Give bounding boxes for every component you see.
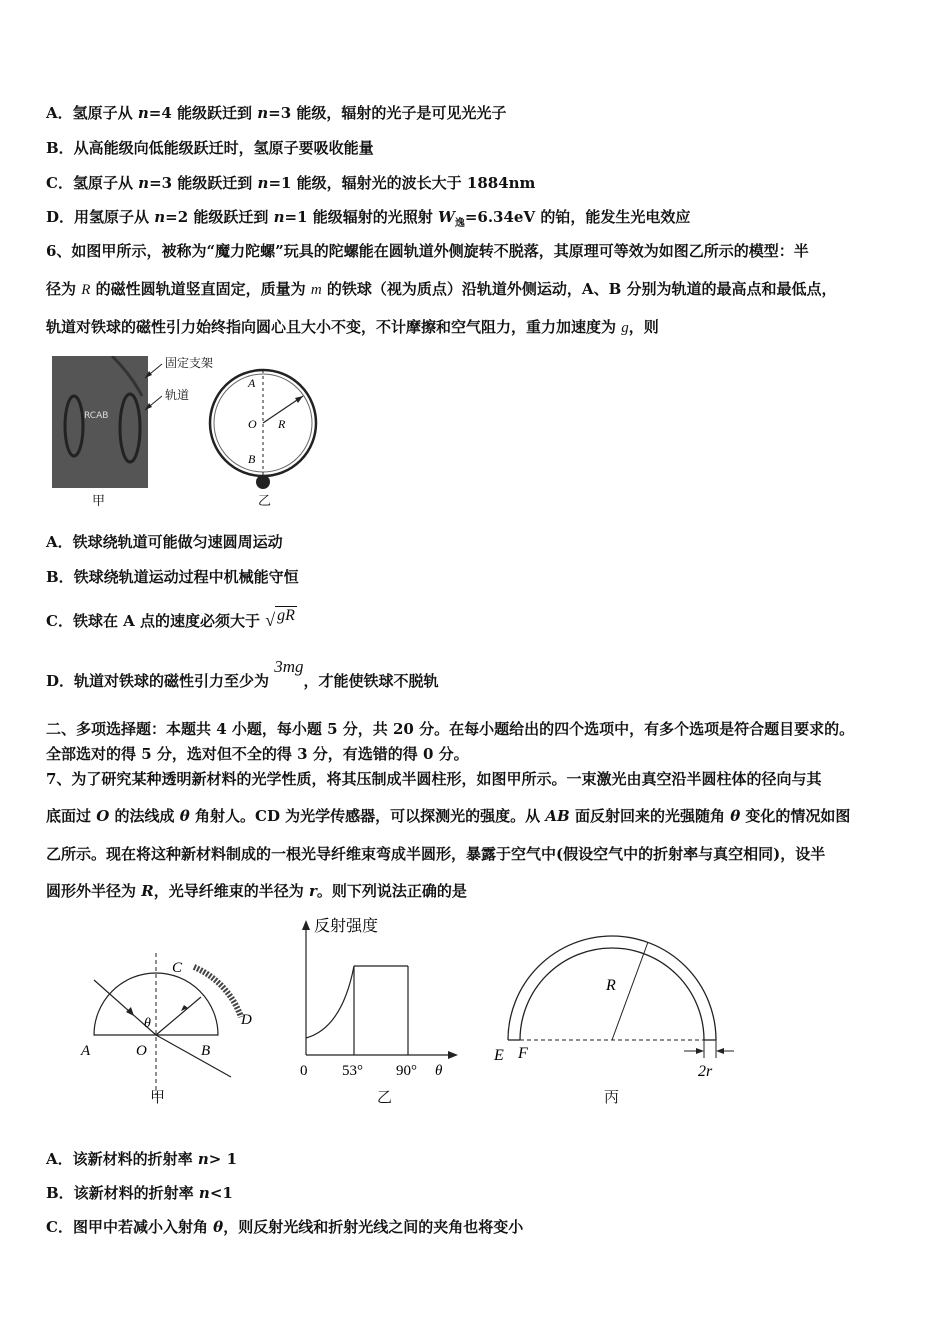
iron-ball [256,475,270,489]
text: A．氢原子从 [46,104,138,122]
label-support: 固定支架 [165,356,214,370]
fig7-cap-jia: 甲 [150,1088,166,1106]
var-g: g [621,320,629,336]
q5-option-b: B．从高能级向低能级跃迁时，氢原子要吸收能量 [46,139,374,157]
var-n: n [138,174,150,192]
q5-option-d [46,206,690,229]
text: =1 能级，辐射光的波长大于 1884nm [268,174,536,192]
arrow-head [145,371,152,378]
var-n: n [198,1184,210,1202]
label-track: 轨道 [165,388,190,402]
point-o-label: O [248,417,257,431]
label-f: F [518,1045,528,1062]
label-2r: 2r [698,1063,713,1080]
text: 变化的情况如图 [740,807,851,825]
q7-line1: 7、为了研究某种透明新材料的光学性质，将其压制成半圆柱形，如图甲所示。一束激光由真空沿半圆柱体的径向与其 [46,770,822,788]
var-w: W [437,208,455,226]
text: C．氢原子从 [46,174,139,192]
fig6-cap-jia: 甲 [92,494,106,509]
sqrt-content: gR [277,607,295,624]
q7-line2 [46,805,850,826]
fig7-bing-fiber [488,930,738,1080]
photo-sketch [52,356,148,488]
var-theta: θ [179,807,190,825]
var-n: n [197,1150,209,1168]
q6-line3 [46,316,659,337]
curve [306,966,354,1038]
y-axis-arrow [302,920,310,930]
q7-line3: 乙所示。现在将这种新材料制成的一根光导纤维束弯成半圆形，暴露于空气中(假设空气中的折射率与真空相同)，设半 [46,845,826,863]
x-axis-arrow [448,1051,458,1059]
fig7-jia-semicircle [76,945,266,1105]
text: =2 能级跃迁到 [165,208,274,226]
refracted-ray [156,1035,231,1077]
q7-option-c [46,1216,523,1237]
text: ，则反射光线和折射光线之间的夹角也将变小 [223,1218,524,1236]
var-n: n [137,104,149,122]
fig6-circle-diagram [200,360,330,495]
text: =1 能级辐射的光照射 [284,208,438,226]
reflected-ray [156,997,201,1035]
fig7-cap-bing: 丙 [604,1088,620,1106]
q7-option-a [46,1148,237,1169]
text: B．该新材料的折射率 [46,1184,199,1202]
text: A．该新材料的折射率 [46,1150,198,1168]
var-ab: AB [545,807,570,825]
text: D．轨道对铁球的磁性引力至少为 [46,672,275,690]
text: 的磁性圆轨道竖直固定，质量为 [90,280,311,298]
q6-line2 [46,278,836,299]
text: 圆形外半径为 [46,882,142,900]
var-theta: θ [730,807,741,825]
point-a-label: A [248,376,256,390]
label-c: C [172,960,183,976]
text: 。则下列说法正确的是 [316,882,467,900]
label-d: D [241,1012,252,1028]
q5-option-a [46,102,506,123]
text: 径为 [46,280,82,298]
tick-0: 0 [300,1063,308,1079]
force-value: 3mg [274,657,304,676]
var-n: n [154,208,166,226]
q6-option-b: B．铁球绕轨道运动过程中机械能守恒 [46,568,299,586]
arrow-head [145,403,152,410]
arrowhead [696,1048,704,1054]
incident-arrow [126,1007,134,1016]
tick-90: 90° [396,1063,417,1079]
section2-line2: 全部选对的得 5 分，选对但不全的得 3 分，有选错的得 0 分。 [46,745,469,763]
text: =3 能级跃迁到 [149,174,258,192]
q6-option-a: A．铁球绕轨道可能做匀速圆周运动 [46,533,283,551]
gyroscope-photo [52,356,148,488]
tick-53: 53° [342,1063,363,1079]
label-theta: θ [144,1016,151,1031]
text: ，则 [628,318,659,336]
label-o: O [136,1043,147,1059]
subscript: 逸 [454,218,465,229]
text: 角射人。CD 为光学传感器，可以探测光的强度。从 [189,807,546,825]
q7-option-b [46,1182,233,1203]
text: <1 [209,1184,233,1202]
label-e: E [494,1047,504,1064]
var-n: n [257,104,269,122]
q6-line1: 6、如图甲所示，被称为“魔力陀螺”玩具的陀螺能在圆轨道外侧旋转不脱落，其原理可等效为如图乙所示的模型：半 [46,242,809,260]
radius-arrow [295,396,303,403]
photo-text: RCAB [84,411,109,421]
text: > 1 [208,1150,238,1168]
var-theta: θ [213,1218,224,1236]
label-r: R [606,977,616,994]
var-r: R [81,282,91,298]
text: ，才能使铁球不脱轨 [303,672,439,690]
x-var: θ [435,1063,443,1079]
text: ，光导纤维束的半径为 [153,882,309,900]
text: 的法线成 [109,807,180,825]
fig7-yi-graph [290,910,460,1080]
radius-r [612,942,648,1040]
q6-option-c [46,607,297,631]
var-n: n [273,208,285,226]
text: C．铁球在 A 点的速度必须大于 [46,612,266,630]
q5-option-c [46,172,535,193]
reflected-arrow [181,1005,188,1011]
text: =3 能级，辐射的光子是可见光光子 [268,104,507,122]
q7-line4 [46,880,467,901]
point-b-label: B [248,452,256,466]
var-o: O [96,807,110,825]
text: 底面过 [46,807,97,825]
y-label: 反射强度 [314,916,379,935]
text: 轨道对铁球的磁性引力始终指向圆心且大小不变，不计摩擦和空气阻力，重力加速度为 [46,318,622,336]
var-r-outer: R [141,882,154,900]
fig6-cap-yi: 乙 [258,494,272,509]
text: D．用氢原子从 [46,208,155,226]
inner-arc [520,948,704,1040]
var-r-fiber: r [308,882,317,900]
arrowhead [716,1048,724,1054]
q6-option-d [46,657,439,691]
text: =6.34eV 的铂，能发生光电效应 [464,208,691,226]
text: 的铁球（视为质点）沿轨道外侧运动，A、B 分别为轨道的最高点和最低点， [321,280,837,298]
text: 面反射回来的光强随角 [569,807,731,825]
sqrt-sign: √ [265,610,276,630]
fig7-cap-yi: 乙 [377,1088,393,1106]
var-m: m [310,282,322,298]
text: =4 能级跃迁到 [148,104,258,122]
label-b: B [201,1043,211,1059]
var-n: n [257,174,269,192]
text: C．图甲中若减小入射角 [46,1218,214,1236]
section2-line1: 二、多项选择题：本题共 4 小题，每小题 5 分，共 20 分。在每小题给出的四个选项中，有多个选项是符合题目要求的。 [46,720,855,738]
label-a: A [81,1043,91,1059]
radius-label: R [278,417,286,431]
